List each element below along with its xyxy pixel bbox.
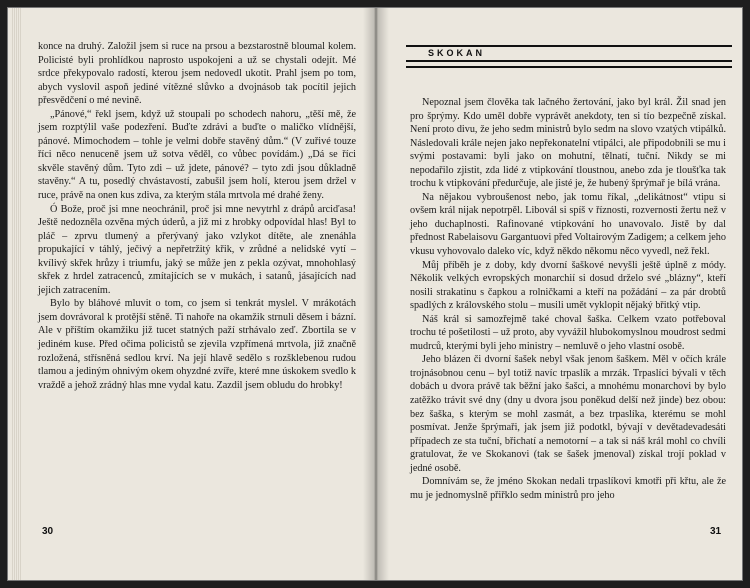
left-page-text (38, 40, 356, 392)
paragraph: Domnívám se, že jméno Skokan nedali trpaslíkovi kmotři při křtu, ale že mu je jednomyslně přiřklo sedm ministrů pro jeho (410, 476, 726, 501)
book-spread (8, 8, 742, 580)
paragraph: Můj příběh je z doby, kdy dvorní šaškové nevyšli ještě úplně z módy. Několik velkých evropských monarchií si dosud drželo své „blázny“, kteří nosili strakatinu s čapkou a rolničkami a kteří na požádání – za pár drobtů spadlých z královského stolu – musili umět vyklopit nějaký břitký vtip. (410, 259, 726, 312)
header-rule (406, 66, 732, 68)
paragraph: konce na druhý. Založil jsem si ruce na prsou a bezstarostně bloumal kolem. Policisté byli prohlídkou naprosto uspokojeni a už se chystali odejít. Mé srdce překypovalo radostí, kterou jsem nedovedl ukotit. Prahl jsem po tom, abych vyslovil aspoň jediné vítězné slůvko a dvojnásob tak pocítil jejich přesvědčení o mé nevině. (38, 41, 356, 107)
left-page (8, 8, 374, 580)
page-number: 31 (710, 526, 722, 537)
paragraph: Na nějakou vybroušenost nebo, jak tomu říkal, „delikátnost“ vtipu si ovšem král nijak nepotrpěl. Libovál si spíš v říznosti, rozvernosti žertu než v jeho duchaplnosti. Rafinované vtipkování ho unavovalo. Jistě by dal přednost Rabelaisovu Gargantuovi před Voltairovým Zadigem; a celkem jeho vkusu vyhovovalo daleko víc, když někdo někomu něco vyvedl, než řekl. (410, 191, 726, 258)
paragraph: Náš král si samozřejmě také choval šaška. Celkem vzato potřeboval trochu té pošetilosti – už proto, aby vyvážil hlubokomyslnou moudrost sedmi mudrců, kterými byli jeho ministry – nemluvě o jeho vlastní osobě. (410, 313, 726, 352)
right-page (376, 8, 742, 580)
paragraph: Bylo by bláhové mluvit o tom, co jsem si tenkrát myslel. V mrákotách jsem dovrávoral k protější stěně. Ti nahoře na okamžik strnuli děsem i bázní. Ale v příštím okamžiku již tucet statných paží strhávalo zeď. Zbortila se v jediném kuse. Před očima policistů se zjevila vzpřímená mrtvola, již značně rozložená, střísněná sedlou krví. Na její hlavě sedělo s rozšklebenou rudou tlamou a jediným ohnivým okem ohyzdné zvíře, které mne úskokem svedlo k vraždě a jehož zrádný hlas mne vydal katu. Zazdil jsem obludu do hrobky! (38, 298, 356, 391)
paragraph: Jeho blázen či dvorní šašek nebyl však jenom šaškem. Měl v očích krále trojnásobnou cenu – byl totiž navíc trpaslík a mrzák. Trpaslíci bývali v těch dobách u dvora právě tak běžní jako šašci, a mnohému monarchovi by bylo zatěžko trávit své dny (dny u dvora jsou poněkud delší než jinde) bez obou: bez šaška, s kterým se mohl zasmát, a bez trpaslíka, kterému se mohl posmívat. Jenže šprýmaři, jak jsem již podotkl, bývají v devětadevadesáti případech ze sta tuční, břichatí a nemotorní – a tak si náš král mohl co chvíli gratulovat, že ve Skokanovi (tak se šašek jmenoval) získal trojí poklad v jedné osobě. (410, 354, 726, 474)
running-head-band (406, 45, 732, 62)
paragraph: Nepoznal jsem člověka tak lačného žertování, jako byl král. Žil snad jen pro šprýmy. Kdo uměl dobře vyprávět anekdoty, ten si tío bezpečně získal. Není proto divu, že jeho sedm ministrů bylo sedm na slovo vzatých vtipálků. Následovali krále nejen jako nepřekonatelní vtipálci, ale připodobnili se mu i svými postavami: byli jako on mohutní, tělnatí, tuční. Nikdy se mi nepodařilo zjistit, zda lidé z vtipkování tloustnou, anebo zda je tloušťka tak trochu k vtipkování předurčuje, ale jisté je, že hubený šprýmař je bílá vrána. (410, 97, 726, 190)
right-page-text (410, 96, 726, 502)
paragraph: „Pánové,“ řekl jsem, když už stoupali po schodech nahoru, „těší mě, že jsem rozptýlil vaše podezření. Buďte zdrávi a buďte o maličko vlídnější, pánové. Mimochodem – tohle je velmi dobře stavěný dům.“ (V zuřivé touze říci něco nenuceně jsem už sotva věděl, co vůbec povídám.) „Dá se říci skvěle stavěný dům. Tyto zdi – už jdete, pánové? – tyto zdi jsou důkladně stavěny.“ A tu, posedlý chvástavostí, zabušil jsem holí, kterou jsem držel v ruce, právě na onen kus zdiva, za kterým stála mrtvola mé drahé ženy. (38, 108, 356, 202)
page-number: 30 (42, 526, 54, 537)
running-head: SKOKAN (428, 48, 486, 58)
paragraph: Ó Bože, proč jsi mne neochránil, proč jsi mne nevytrhl z drápů arciďasa! Ještě nedozněla ozvěna mých úderů, a již mi z hrobky odpovídal hlas! Byl to pláč – zprvu tlumený a přerývaný jako vzlykot dítěte, ale znenáhla propukající v táhlý, ječivý a nepřetržitý křik, v zrůdné a nelidské vytí – kvílivý skřek hrůzy i triumfu, jaký se může jen z pekla ozývat, mnohohlasý skřek z hrdel zatracenců, zmítajících se v mukách, i satanů, jásajících nad jejich zatracením. (38, 203, 356, 296)
